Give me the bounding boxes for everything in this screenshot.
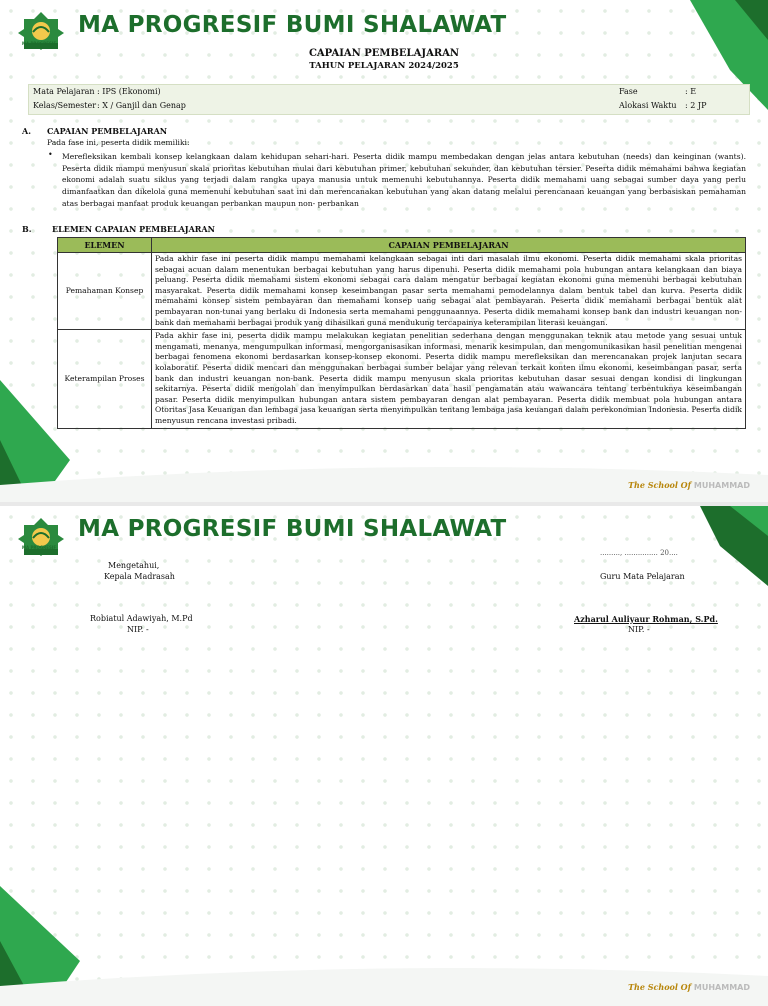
- teacher-nip: NIP. -: [628, 625, 650, 634]
- time-label: Alokasi Waktu: [619, 101, 677, 110]
- section-b-letter: B.: [22, 224, 32, 234]
- footer-watermark: [628, 480, 750, 490]
- subject-info-bar: [28, 84, 750, 115]
- section-a-bullet: Merefleksikan kembali konsep kelangkaan dalam kehidupan sehari-hari. Peserta didik mampu membedakan dengan jelas antara kebutuhan (needs) dan keinginan (wants). Peserta didik mampu menyusun skala prioritas kebutuhan mulai dari kebutuhan primer, kebutuhan sekunder, dan kebutuhan tersier. Peserta didik memahami bahwa kegiatan ekonomi adalah suatu siklus yang terjadi dalam rangka upaya manusia untuk memenuhi kebutuhannya. Peserta didik memahami uang sebagai sumber daya yang perlu dimanfaatkan dan dikelola guna memenuhi kebutuhan saat ini dan merencanakan kebutuhan yang akan datang melalui perencanaan keuangan yang berbasiskan pemahaman atas berbagai manfaat produk keuangan perbankan maupun non- perbankan: [62, 152, 746, 208]
- document-title: CAPAIAN PEMBELAJARAN: [308, 48, 460, 59]
- achievement-table: [57, 237, 746, 429]
- element-cell: Keterampilan Proses: [58, 330, 152, 428]
- bullet-icon: •: [48, 150, 53, 159]
- document-year: TAHUN PELAJARAN 2024/2025: [309, 61, 459, 71]
- section-a-letter: A.: [22, 126, 31, 136]
- footer-watermark: [628, 982, 750, 992]
- watermark-name: MUHAMMAD: [693, 983, 750, 992]
- achievement-cell: Pada akhir fase ini peserta didik mampu memahami kelangkaan sebagai inti dari masalah ilmu ekonomi. Peserta didik memahami skala prioritas sebagai acuan dalam menentukan berbagai kebutuhan yang harus dipenuhi. Peserta didik memahami pola hubungan antara kelangkaan dan biaya peluang. Peserta didik memahami sistem ekonomi sebagai cara dalam mengatur berbagai kegiatan ekonomi guna memenuhi berbagai kebutuhan masyarakat. Peserta didik memahami konsep keseimbangan pasar serta memahami pemodelannya dalam bentuk tabel dan kurva. Peserta didik memahami konsep sistem pembayaran dan memahami konsep uang sebagai alat pembayaran. Peserta didik memahami berbagai bentuk alat pembayaran non-tunai yang berlaku di Indonesia serta memahami penggunaannya. Peserta didik memahami konsep bank dan industri keuangan non-bank dan memahami berbagai produk yang dihasilkan guna mendukung tercapainya keterampilan literasi keuangan.: [152, 253, 746, 330]
- table-row: [58, 330, 746, 428]
- watermark-prefix: The School Of: [628, 480, 692, 490]
- watermark-prefix: The School Of: [628, 982, 692, 992]
- element-cell: Pemahaman Konsep: [58, 253, 152, 330]
- class-value: : X / Ganjil dan Genap: [97, 101, 186, 110]
- teacher-title: Guru Mata Pelajaran: [600, 572, 685, 581]
- place-date: ........., ............... 20....: [600, 549, 678, 557]
- headmaster-nip: NIP. -: [127, 625, 149, 634]
- table-header-row: [58, 238, 746, 253]
- headmaster-title: Kepala Madrasah: [104, 572, 175, 581]
- page-1: [0, 0, 768, 502]
- acknowledged-label: Mengetahui,: [108, 561, 160, 570]
- bottom-wave-decoration: [0, 445, 768, 502]
- table-header-element: ELEMEN: [58, 238, 152, 253]
- table-row: [58, 253, 746, 330]
- time-value: : 2 JP: [685, 101, 707, 110]
- watermark-name: MUHAMMAD: [693, 481, 750, 490]
- logo-caption: MA PROGRESIF: [22, 545, 57, 550]
- subject-value: : IPS (Ekonomi): [97, 87, 161, 96]
- school-name: MA PROGRESIF BUMI SHALAWAT: [78, 12, 507, 38]
- logo-caption: MA PROGRESIF: [22, 41, 57, 46]
- table-header-achievement: CAPAIAN PEMBELAJARAN: [152, 238, 746, 253]
- school-logo-icon: [18, 516, 64, 556]
- section-a-title: CAPAIAN PEMBELAJARAN: [47, 126, 168, 136]
- headmaster-name: Robiatul Adawiyah, M.Pd: [90, 614, 193, 623]
- section-a-intro: Pada fase ini, peserta didik memiliki:: [47, 138, 190, 147]
- page-2: [0, 506, 768, 1006]
- page-header: [0, 0, 768, 50]
- teacher-name: Azharul Auliyaur Rohman, S.Pd.: [574, 614, 718, 624]
- phase-value: : E: [685, 87, 697, 96]
- achievement-cell: Pada akhir fase ini, peserta didik mampu melakukan kegiatan penelitian sederhana dengan menggunakan teknik atau metode yang sesuai untuk mengamati, menanya, mengumpulkan informasi, mengorganisasikan informasi, menarik kesimpulan, dan mengomunikasikan hasil penelitian mengenai berbagai fenomena ekonomi berdasarkan konsep-konsep ekonomi. Peserta didik mampu merefleksikan dan merencanakan projek lanjutan secara kolaboratif. Peserta didik mencari dan menggunakan berbagai sumber belajar yang relevan terkait konten ilmu ekonomi, keseimbangan pasar, serta bank dan industri keuangan non-bank. Peserta didik mampu menyusun skala prioritas kebutuhan dasar sesuai dengan kondisi di lingkungan sekitarnya. Peserta didik mengolah dan menyimpulkan berdasarkan data hasil pengamatan atau wawancara tentang terbentuknya keseimbangan pasar. Peserta didik menyimpulkan hubungan antara sistem pembayaran dengan alat pembayaran. Peserta didik membuat pola hubungan antara Otoritas Jasa Keuangan dan lembaga jasa keuangan serta menyimpulkan tentang lembaga jasa keuangan dalam perekonomian Indonesia. Peserta didik menyusun rencana investasi pribadi.: [152, 330, 746, 428]
- class-label: Kelas/Semester: [33, 101, 97, 110]
- section-b-title: ELEMEN CAPAIAN PEMBELAJARAN: [52, 224, 215, 234]
- school-name: MA PROGRESIF BUMI SHALAWAT: [78, 516, 507, 542]
- phase-label: Fase: [619, 87, 638, 96]
- bottom-wave-decoration: [0, 946, 768, 1006]
- subject-label: Mata Pelajaran: [33, 87, 95, 96]
